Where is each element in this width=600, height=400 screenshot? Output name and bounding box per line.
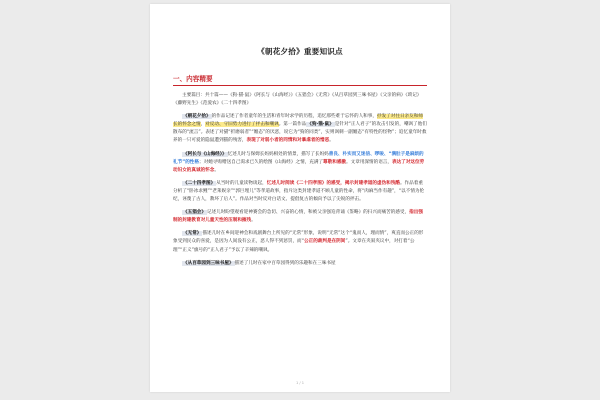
filial-text-1: 从当时的儿童读物谈起， [216, 180, 267, 186]
a-chang-text-3: 。文章用深情的语言， [346, 159, 392, 165]
red-emphasis-filial: 忆述儿时阅读《二十四孝图》的感受，揭示封建孝道的虚伪和残酷 [266, 180, 400, 186]
paragraph-main-titles [173, 92, 427, 108]
filial-text-2: 。作品着重分析了“卧冰求鲤”“老莱娱亲”“郭巨埋儿”等孝道故事，指斥这类封建孝道不顾儿童的性命，将“肉麻当作有趣”，“以不情为伦纪，诬蔑了古人，教坏了后人”。作品对当时反对白话文、提倡复古的倾向予以了尖锐的抨击。 [173, 180, 425, 203]
chapter-title-a-chang: 《阿长与《山海经》》 [183, 151, 227, 157]
book-title-label: 《朝花夕拾》 [183, 114, 211, 120]
a-chang-text-2: ；对她寻购赠送自己渴求已久的绘图《山海经》之情，充满了 [199, 159, 324, 165]
red-emphasis-respect: 尊敬和感激 [323, 159, 347, 165]
highlight-nostalgia: 抒发了对往日亲友和师长的怀念之情 [173, 114, 423, 128]
summary-text-4: 是针对“正人君子”的攻击引发的，嘲讽了他们散布的“流言”。表述了对猫“折磨弱者”“媚态”的厌恶，说它为“狗的同类”，实则讽刺一副媚态“有特性的怪物”；追忆童年时救养的一只可爱的隐鼠遭到猫的残害， [173, 122, 427, 144]
main-titles-text: 主要篇目：共十篇——《狗·猫·鼠》《阿长与《山海经》》《五猖会》《无常》《从百草园到三味书屋》《父亲的病》《琐记》《藤野先生》《范爱农》《二十四孝图》 [173, 93, 422, 107]
summary-text-1: 的作品记述了作者童年的生活和青年时求学的历程，追忆那些难于忘怀的人和事， [211, 114, 377, 120]
red-emphasis-remembrance: 表达了对这位劳动妇女的真诚的怀念 [173, 159, 425, 173]
paragraph-24-filial [173, 180, 427, 204]
summary-text-3: 。第一篇作品 [278, 122, 307, 128]
fair-text-2: 。 [251, 218, 256, 224]
paragraph-wuchang-fair [173, 209, 427, 225]
summary-text-5: 。 [329, 138, 334, 144]
chapter-title-wuchang: 《无常》 [183, 231, 202, 237]
chapter-title-dog-cat-mouse: 《狗·猫·鼠》 [307, 122, 334, 128]
section-heading: 一、内容精要 [173, 75, 213, 83]
red-emphasis-sympathy: 表现了对弱小者的同情和对暴虐者的憎恶 [246, 138, 330, 144]
fair-text-1: 记述儿时盼望观看迎神赛会的急切、兴奋的心情，和被父亲强迫背诵《鉴略》的扫兴而痛苦的感受， [206, 210, 410, 216]
paragraph-baicaoyuan [173, 260, 427, 268]
paragraph-book-summary [173, 113, 427, 145]
wuchang-text-1: 描述儿时在乡间迎神会和戏剧舞台上所见的“无常”形象，说明“无常”这个“鬼而人，理而情”，爽直而公正的形象受到民众的喜爱，是因为人间没有公正，恶人得不到惩罚，而“ [173, 231, 424, 245]
page-title: 《朝花夕拾》重要知识点 [257, 47, 343, 56]
page-indicator: 1 / 1 [295, 381, 305, 385]
a-chang-text-1: 忆述儿时与保姆长妈妈相处的情景，描写了长妈妈 [227, 151, 329, 157]
chapter-title-24-filial: 《二十四孝图》 [183, 180, 216, 186]
highlight-criticism: 对反动、守旧势力进行了抨击和嘲讽 [205, 122, 279, 128]
a-chang-text-4: 。 [214, 167, 219, 173]
summary-text-2: ， [200, 122, 206, 128]
blue-emphasis-character: 善良、朴实而又迷信、啰唆、“满肚子是麻烦的礼节”的性格 [173, 151, 424, 165]
red-emphasis-oppression: 指出强制的封建教育对儿童天性的压制和摧残 [173, 210, 423, 224]
paragraph-a-chang [173, 151, 427, 175]
chapter-title-baicaoyuan: 《从百草园到三味书屋》 [183, 260, 234, 266]
red-emphasis-justice: 公正的裁判是在阴间 [304, 239, 346, 245]
document-page [150, 4, 450, 392]
section-divider [173, 85, 427, 86]
paragraph-wuchang [173, 230, 427, 254]
baicaoyuan-text-1: 描述了儿时在家中百草园得到的乐趣和在三味书屋 [234, 260, 336, 266]
wuchang-text-2: ”。文章在夹叙夹议中，对打着“公理”“正义”旗号的“正人君子”予以了辛辣的嘲讽。 [173, 239, 415, 253]
chapter-title-wuchang-fair: 《五猖会》 [183, 210, 206, 216]
